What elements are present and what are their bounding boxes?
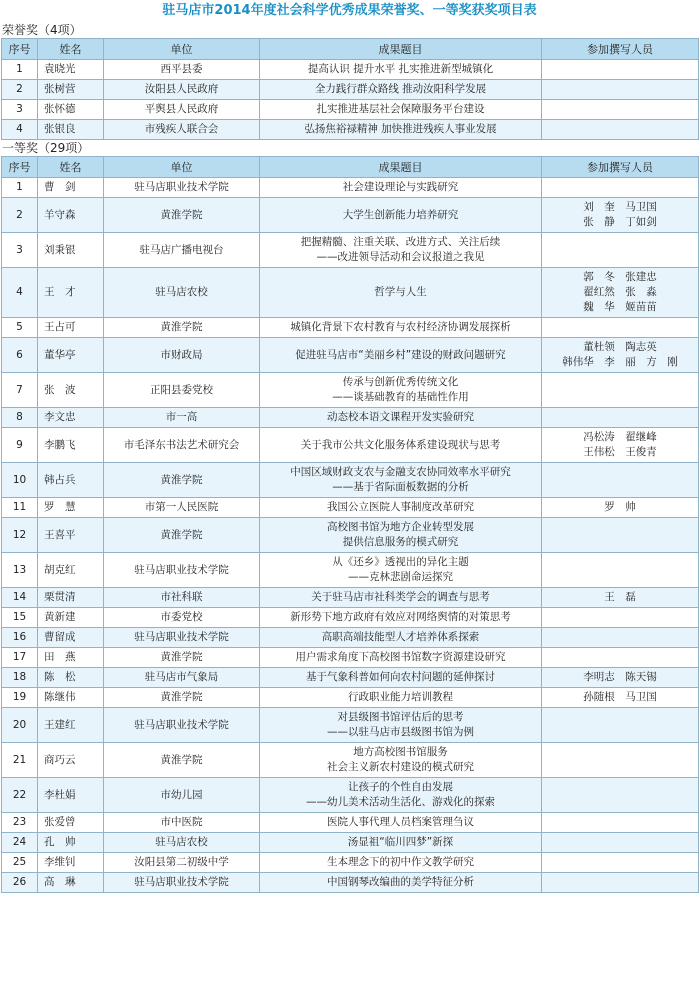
work-title-line: 高职高端技能型人才培养体系探索: [321, 631, 480, 643]
table-row: [2, 608, 699, 628]
table-row: [2, 233, 699, 268]
work-title-line: ——幼儿美术活动生活化、游戏化的探索: [306, 796, 495, 808]
person-name: 高 琳: [38, 873, 104, 893]
row-number: 5: [2, 318, 38, 338]
work-title: [260, 178, 542, 198]
work-title: [260, 608, 542, 628]
row-number: 23: [2, 813, 38, 833]
row-number: 7: [2, 373, 38, 408]
person-name: 袁晓光: [38, 60, 104, 80]
work-title: [260, 100, 542, 120]
honor-award-table: [1, 38, 699, 140]
unit-name: 市社科联: [104, 588, 260, 608]
co-authors: [542, 813, 699, 833]
person-name: 王 才: [38, 268, 104, 318]
person-name: 孔 帅: [38, 833, 104, 853]
table-row: [2, 833, 699, 853]
person-name: 曹 剑: [38, 178, 104, 198]
co-authors: [542, 668, 699, 688]
honor-section-label: 荣誉奖（4项）: [2, 23, 82, 37]
table-header-row: [2, 39, 699, 60]
work-title-line: 高校图书馆为地方企业转型发展: [327, 521, 474, 533]
header-unit: 单位: [104, 157, 260, 178]
work-title: [260, 498, 542, 518]
work-title: [260, 688, 542, 708]
unit-name: 黄淮学院: [104, 463, 260, 498]
table-row: [2, 708, 699, 743]
work-title: [260, 873, 542, 893]
table-row: [2, 318, 699, 338]
co-authors: [542, 178, 699, 198]
header-no: 序号: [2, 157, 38, 178]
unit-name: 驻马店职业技术学院: [104, 553, 260, 588]
work-title: [260, 778, 542, 813]
unit-name: 市一高: [104, 408, 260, 428]
row-number: 4: [2, 268, 38, 318]
work-title: [260, 80, 542, 100]
co-authors: [542, 338, 699, 373]
work-title-line: 医院人事代理人员档案管理刍议: [327, 816, 474, 828]
header-unit: 单位: [104, 39, 260, 60]
work-title: [260, 553, 542, 588]
work-title: [260, 518, 542, 553]
work-title: [260, 463, 542, 498]
header-authors: 参加撰写人员: [542, 157, 699, 178]
work-title-line: 中国区域财政支农与金融支农协同效率水平研究: [290, 466, 511, 478]
person-name: 陈继伟: [38, 688, 104, 708]
co-authors: [542, 120, 699, 140]
person-name: 刘秉银: [38, 233, 104, 268]
work-title: [260, 833, 542, 853]
row-number: 25: [2, 853, 38, 873]
row-number: 26: [2, 873, 38, 893]
row-number: 20: [2, 708, 38, 743]
person-name: 李鹏飞: [38, 428, 104, 463]
co-authors: [542, 873, 699, 893]
person-name: 羊守森: [38, 198, 104, 233]
work-title: [260, 318, 542, 338]
table-row: [2, 873, 699, 893]
co-authors: [542, 100, 699, 120]
table-row: [2, 688, 699, 708]
person-name: 王建红: [38, 708, 104, 743]
co-author-line: 魏 华 姬苗苗: [583, 301, 657, 313]
person-name: 李文忠: [38, 408, 104, 428]
table-row: [2, 778, 699, 813]
co-authors: [542, 198, 699, 233]
co-authors: [542, 518, 699, 553]
unit-name: 黄淮学院: [104, 648, 260, 668]
work-title-line: 传承与创新优秀传统文化: [342, 376, 459, 388]
row-number: 17: [2, 648, 38, 668]
work-title-line: 汤显祖“临川四梦”新探: [347, 836, 454, 848]
table-row: [2, 178, 699, 198]
work-title-line: 提供信息服务的模式研究: [342, 536, 459, 548]
unit-name: 市财政局: [104, 338, 260, 373]
person-name: 韩占兵: [38, 463, 104, 498]
unit-name: 驻马店农校: [104, 833, 260, 853]
table-row: [2, 268, 699, 318]
work-title-line: 地方高校图书馆服务: [353, 746, 448, 758]
co-authors: [542, 60, 699, 80]
row-number: 14: [2, 588, 38, 608]
unit-name: 驻马店职业技术学院: [104, 628, 260, 648]
person-name: 张怀德: [38, 100, 104, 120]
unit-name: 汝阳县人民政府: [104, 80, 260, 100]
work-title: [260, 743, 542, 778]
work-title-line: 社会主义新农村建设的模式研究: [327, 761, 474, 773]
unit-name: 市委党校: [104, 608, 260, 628]
co-author-line: 刘 奎 马卫国: [583, 201, 657, 213]
work-title-line: 对县级图书馆评估后的思考: [337, 711, 464, 723]
table-row: [2, 668, 699, 688]
row-number: 10: [2, 463, 38, 498]
co-authors: [542, 608, 699, 628]
table-row: [2, 853, 699, 873]
person-name: 曹留成: [38, 628, 104, 648]
co-authors: [542, 588, 699, 608]
unit-name: 市残疾人联合会: [104, 120, 260, 140]
work-title-line: 扎实推进基层社会保障服务平台建设: [316, 103, 485, 115]
work-title: [260, 338, 542, 373]
co-authors: [542, 373, 699, 408]
row-number: 1: [2, 178, 38, 198]
row-number: 2: [2, 198, 38, 233]
work-title-line: ——克林悲剧命运探究: [348, 571, 453, 583]
row-number: 8: [2, 408, 38, 428]
work-title-line: ——以驻马店市县级图书馆为例: [327, 726, 474, 738]
header-name: 姓名: [38, 39, 104, 60]
work-title-line: 关于我市公共文化服务体系建设现状与思考: [300, 438, 501, 451]
table-row: [2, 498, 699, 518]
co-authors: [542, 268, 699, 318]
unit-name: 黄淮学院: [104, 198, 260, 233]
unit-name: 黄淮学院: [104, 318, 260, 338]
table-row: [2, 60, 699, 80]
person-name: 田 燕: [38, 648, 104, 668]
table-row: [2, 120, 699, 140]
work-title-line: 用户需求角度下高校图书馆数字资源建设研究: [295, 651, 506, 663]
table-row: [2, 648, 699, 668]
unit-name: 驻马店职业技术学院: [104, 873, 260, 893]
table-row: [2, 198, 699, 233]
person-name: 董华亭: [38, 338, 104, 373]
work-title-line: 基于气象科普如何向农村问题的延伸探讨: [306, 671, 495, 683]
row-number: 6: [2, 338, 38, 373]
table-row: [2, 80, 699, 100]
header-no: 序号: [2, 39, 38, 60]
person-name: 李杜娟: [38, 778, 104, 813]
person-name: 张银良: [38, 120, 104, 140]
unit-name: 市中医院: [104, 813, 260, 833]
header-title: 成果题目: [260, 157, 542, 178]
unit-name: 市毛泽东书法艺术研究会: [104, 428, 260, 463]
table-row: [2, 813, 699, 833]
unit-name: 正阳县委党校: [104, 373, 260, 408]
table-row: [2, 518, 699, 553]
co-author-line: 王 磊: [604, 591, 636, 603]
row-number: 21: [2, 743, 38, 778]
co-author-line: 翟红然 张 淼: [583, 286, 657, 298]
table-row: [2, 428, 699, 463]
table-row: [2, 588, 699, 608]
table-row: [2, 408, 699, 428]
person-name: 栗贯清: [38, 588, 104, 608]
table-row: [2, 628, 699, 648]
row-number: 18: [2, 668, 38, 688]
co-authors: [542, 778, 699, 813]
co-author-line: 罗 帅: [604, 501, 636, 513]
person-name: 张爱曾: [38, 813, 104, 833]
co-authors: [542, 428, 699, 463]
work-title-line: 全力践行群众路线 推动汝阳科学发展: [314, 83, 487, 95]
row-number: 3: [2, 100, 38, 120]
work-title-line: 从《还乡》透视出的异化主题: [332, 556, 469, 568]
work-title-line: 我国公立医院人事制度改革研究: [327, 501, 474, 513]
person-name: 罗 慧: [38, 498, 104, 518]
unit-name: 市第一人民医院: [104, 498, 260, 518]
work-title: [260, 233, 542, 268]
co-authors: [542, 318, 699, 338]
row-number: 2: [2, 80, 38, 100]
table-row: [2, 463, 699, 498]
work-title-line: 关于驻马店市社科类学会的调查与思考: [311, 591, 490, 603]
co-authors: [542, 708, 699, 743]
work-title: [260, 198, 542, 233]
work-title: [260, 120, 542, 140]
table-row: [2, 100, 699, 120]
co-author-line: 王伟松 王俊青: [583, 446, 657, 458]
work-title-line: 把握精髓、注重关联、改进方式、关注后续: [300, 236, 501, 248]
co-authors: [542, 853, 699, 873]
unit-name: 驻马店广播电视台: [104, 233, 260, 268]
work-title-line: 哲学与人生: [374, 286, 427, 298]
work-title: [260, 648, 542, 668]
work-title-line: 社会建设理论与实践研究: [342, 181, 459, 193]
document-title: 驻马店市2014年度社会科学优秀成果荣誉奖、一等奖获奖项目表: [162, 3, 537, 18]
work-title-line: 弘扬焦裕禄精神 加快推进残疾人事业发展: [304, 123, 497, 135]
row-number: 11: [2, 498, 38, 518]
work-title-line: 大学生创新能力培养研究: [342, 208, 459, 221]
co-authors: [542, 743, 699, 778]
co-author-line: 冯松涛 翟继峰: [583, 431, 657, 443]
work-title: [260, 408, 542, 428]
work-title: [260, 628, 542, 648]
table-row: [2, 743, 699, 778]
person-name: 陈 松: [38, 668, 104, 688]
work-title-line: ——基于省际面板数据的分析: [332, 481, 469, 493]
work-title-line: 让孩子的个性自由发展: [348, 781, 453, 793]
header-title: 成果题目: [260, 39, 542, 60]
person-name: 张树营: [38, 80, 104, 100]
unit-name: 平舆县人民政府: [104, 100, 260, 120]
table-row: [2, 373, 699, 408]
row-number: 19: [2, 688, 38, 708]
co-author-line: 李明志 陈天锡: [583, 671, 657, 683]
row-number: 15: [2, 608, 38, 628]
header-authors: 参加撰写人员: [542, 39, 699, 60]
work-title-line: 城镇化背景下农村教育与农村经济协调发展探析: [290, 321, 511, 333]
co-authors: [542, 498, 699, 518]
person-name: 王占可: [38, 318, 104, 338]
row-number: 12: [2, 518, 38, 553]
co-authors: [542, 233, 699, 268]
first-prize-table: [1, 156, 699, 893]
unit-name: 黄淮学院: [104, 688, 260, 708]
table-row: [2, 553, 699, 588]
work-title: [260, 268, 542, 318]
work-title: [260, 853, 542, 873]
person-name: 张 波: [38, 373, 104, 408]
unit-name: 汝阳县第二初级中学: [104, 853, 260, 873]
unit-name: 黄淮学院: [104, 518, 260, 553]
work-title-line: 提高认识 提升水平 扎实推进新型城镇化: [307, 63, 494, 75]
row-number: 24: [2, 833, 38, 853]
person-name: 王喜平: [38, 518, 104, 553]
row-number: 1: [2, 60, 38, 80]
unit-name: 西平县委: [104, 60, 260, 80]
work-title-line: 中国钢琴改编曲的美学特征分析: [327, 876, 474, 888]
first-prize-section-label: 一等奖（29项）: [2, 141, 90, 155]
co-author-line: 孙随根 马卫国: [583, 691, 657, 703]
work-title-line: ——改进领导活动和会议报道之我见: [316, 251, 485, 263]
co-author-line: 张 静 丁如剑: [583, 216, 657, 228]
table-row: [2, 338, 699, 373]
unit-name: 驻马店职业技术学院: [104, 708, 260, 743]
person-name: 胡克红: [38, 553, 104, 588]
work-title: [260, 813, 542, 833]
row-number: 16: [2, 628, 38, 648]
row-number: 13: [2, 553, 38, 588]
work-title-line: 新形势下地方政府有效应对网络舆情的对策思考: [290, 611, 511, 623]
co-authors: [542, 463, 699, 498]
work-title-line: ——谈基础教育的基础性作用: [332, 391, 469, 403]
co-authors: [542, 80, 699, 100]
person-name: 李维钊: [38, 853, 104, 873]
co-authors: [542, 628, 699, 648]
work-title: [260, 588, 542, 608]
co-author-line: 韩伟华 李 丽 方 刚: [562, 356, 678, 368]
unit-name: 驻马店市气象局: [104, 668, 260, 688]
work-title: [260, 708, 542, 743]
work-title-line: 行政职业能力培训教程: [348, 691, 453, 703]
work-title: [260, 668, 542, 688]
co-authors: [542, 688, 699, 708]
person-name: 黄新建: [38, 608, 104, 628]
work-title-line: 促进驻马店市“美丽乡村”建设的财政问题研究: [295, 348, 506, 361]
unit-name: 市幼儿园: [104, 778, 260, 813]
work-title: [260, 373, 542, 408]
co-author-line: 董杜领 陶志英: [583, 341, 657, 353]
row-number: 9: [2, 428, 38, 463]
unit-name: 驻马店职业技术学院: [104, 178, 260, 198]
work-title: [260, 60, 542, 80]
work-title-line: 动态校本语文课程开发实验研究: [327, 411, 474, 423]
row-number: 3: [2, 233, 38, 268]
work-title: [260, 428, 542, 463]
co-author-line: 郭 冬 张建忠: [583, 271, 657, 283]
table-header-row: [2, 157, 699, 178]
person-name: 商巧云: [38, 743, 104, 778]
co-authors: [542, 648, 699, 668]
co-authors: [542, 833, 699, 853]
row-number: 4: [2, 120, 38, 140]
unit-name: 黄淮学院: [104, 743, 260, 778]
co-authors: [542, 553, 699, 588]
row-number: 22: [2, 778, 38, 813]
work-title-line: 生本理念下的初中作文教学研究: [327, 856, 474, 868]
header-name: 姓名: [38, 157, 104, 178]
unit-name: 驻马店农校: [104, 268, 260, 318]
co-authors: [542, 408, 699, 428]
